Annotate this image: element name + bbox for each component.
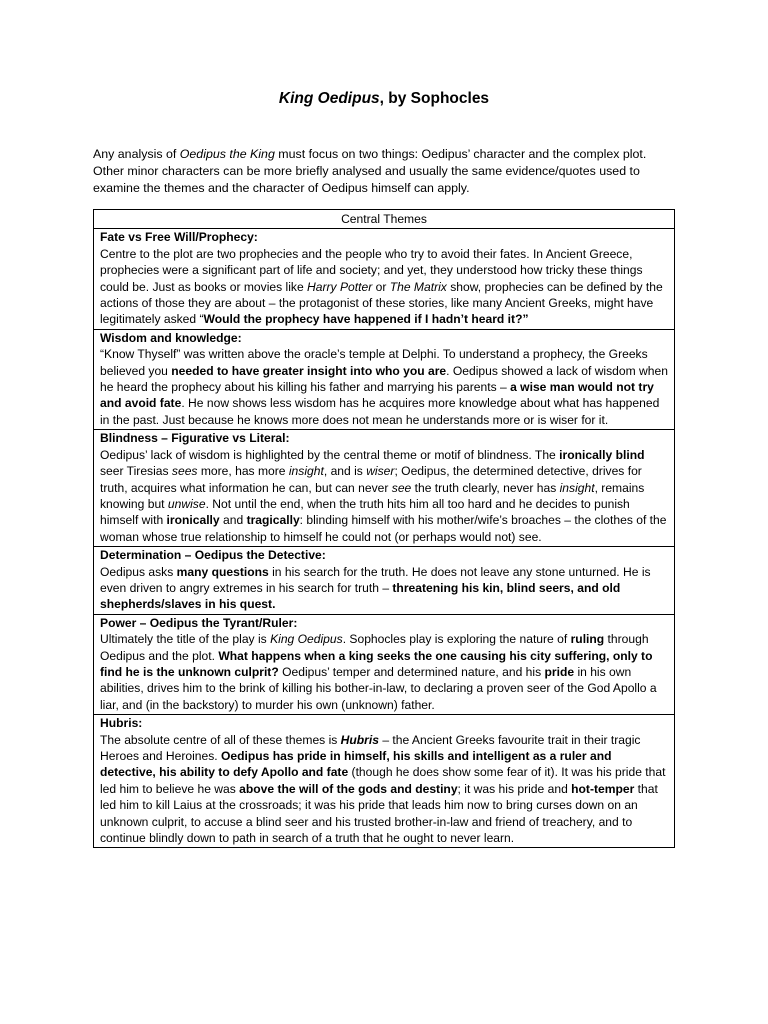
theme-cell [94,715,675,848]
intro-text [93,146,677,198]
text-run: . Oedipus showed a lack of wisdom when he heard the prophecy about his killing his father and marrying his parents – [100,363,668,395]
text-run: insight [559,480,595,495]
theme-body [100,732,668,847]
text-run: – the Ancient Greeks favourite trait in their tragic Heroes and Heroines. [100,732,641,763]
theme-cell [94,547,675,615]
document-title [0,88,768,110]
text-run: . Not until the end, when the truth hits him all too hard and he decides to punish himself with [100,496,630,528]
text-run: Harry Potter [307,279,373,294]
text-run: What happens when a king seeks the one causing his city suffering, only to find he is the unknown culprit? [100,648,653,679]
text-run: in his own abilities, drives him to the brink of killing his bother-in-law, to declaring a proven seer of the God Apollo a liar, and (in the backstory) to murder his own (unknown) father. [100,664,657,712]
theme-heading: Blindness – Figurative vs Literal: [100,431,290,446]
text-run: hot-temper [571,781,635,796]
text-run: the truth clearly, never has [411,480,560,495]
text-run: “Know Thyself” was written above the oracle’s temple at Delphi. To understand a prophecy, the Greeks believed you [100,347,648,378]
text-run: needed to have greater insight into who you are [171,363,447,378]
theme-heading: Fate vs Free Will/Prophecy: [100,230,258,245]
text-run: The absolute centre of all of these themes is [100,732,341,747]
title-author: , by Sophocles [379,90,490,107]
theme-body [100,564,668,613]
intro-paragraph [93,146,677,198]
text-run: or [372,279,390,294]
text-run: tragically [246,513,300,528]
theme-cell [94,614,675,714]
text-run: above the will of the gods and destiny [239,781,458,796]
text-run: ironically blind [559,447,645,462]
theme-heading: Wisdom and knowledge: [100,330,242,345]
text-run: that led him to kill Laius at the crossroads; it was his pride that leads him now to bring curses down on an unknown culprit, to accuse a blind seer and his trusted brother-in-law and friend of treachery, and to continue blindly down to path in search of a truth that he ought to never learn. [100,781,658,846]
theme-cell [94,329,675,429]
text-run: Oedipus’ lack of wisdom is highlighted by the central theme or motif of blindness. The [100,447,560,462]
text-run: show, prophecies can be defined by the actions of those they are about – the protagonist of these stories, like many Ancient Greeks, might have legitimately asked “ [100,279,663,327]
theme-row [94,329,675,429]
text-run: ironically [166,513,220,528]
text-run: more, has more [197,464,289,479]
theme-cell [94,229,675,329]
table-header: Central Themes [94,210,675,229]
text-run: unwise [167,496,206,511]
theme-heading: Power – Oedipus the Tyrant/Ruler: [100,615,298,630]
text-run: Hubris [340,732,379,747]
text-run: insight [288,464,324,479]
central-themes-table [93,209,675,848]
text-run: sees [171,464,198,479]
text-run: . Sophocles play is exploring the nature of [342,632,571,647]
theme-body [100,631,668,713]
text-run: Oedipus asks [100,564,177,579]
title-play-name: King Oedipus [278,90,380,107]
theme-heading: Determination – Oedipus the Detective: [100,548,326,563]
theme-row [94,229,675,329]
text-run: Oedipus’ temper and determined nature, and his [278,664,545,679]
themes-body [94,229,675,848]
theme-body [100,447,668,545]
text-run: pride [544,664,575,679]
theme-cell [94,430,675,547]
text-run: must focus on two things: Oedipus’ character and the complex plot. Other minor characters can be more briefly analysed and usually the same evidence/quotes used to examine the themes and the character of Oedipus himself can apply. [93,147,647,196]
text-run: a wise man would not try and avoid fate [100,380,654,411]
theme-heading: Hubris: [100,716,143,731]
text-run: The Matrix [389,279,447,294]
table-header-row [94,210,675,229]
text-run: , remains knowing but [100,480,645,511]
text-run: Oedipus has pride in himself, his skills and intelligent as a ruler and detective, his ability to defy Apollo and fate [100,749,612,780]
text-run: , and is [323,464,367,479]
text-run: : blinding himself with his mother/wife’s broaches – the clothes of the woman whose true relationship to himself he could not (or perhaps would not) see. [100,513,667,544]
text-run: ruling [570,632,605,647]
text-run: through Oedipus and the plot. [100,632,649,663]
text-run: King Oedipus [270,632,343,647]
text-run: Ultimately the title of the play is [100,632,271,647]
text-run: (though he does show some fear of it). It was his pride that led him to believe he was [100,765,666,796]
theme-body [100,246,668,328]
text-run [341,733,379,747]
text-run: wiser [366,464,395,479]
theme-row [94,430,675,547]
theme-row [94,547,675,615]
text-run: threatening his kin, blind seers, and old shepherds/slaves in his quest. [100,580,621,612]
text-run: ; Oedipus, the determined detective, drives for truth, acquires what information he can, but can never [100,464,642,495]
text-run: ; it was his pride and [457,781,572,796]
text-run: Any analysis of [93,147,180,161]
text-run: . He now shows less wisdom has he acquires more knowledge about what has happened in the past. Just because he knows more does not mean he understands more or is wiser for it. [100,396,660,427]
text-run: seer Tiresias [100,464,172,479]
theme-body [100,346,668,428]
text-run: and [219,513,247,528]
theme-row [94,614,675,714]
text-run: in his search for the truth. He does not leave any stone unturned. He is even driven to angry extremes in his search for truth – [100,564,651,595]
text-run: see [391,480,412,495]
text-run: many questions [176,564,269,579]
text-run: Centre to the plot are two prophecies and the people who try to avoid their fates. In Ancient Greece, prophecies were a significant part of life and society; and yet, they understood how tricky these things could be. Just as books or movies like [100,246,643,294]
text-run: Oedipus the King [179,147,275,161]
text-run: Would the prophecy have happened if I hadn’t heard it?” [203,312,529,327]
theme-row [94,715,675,848]
